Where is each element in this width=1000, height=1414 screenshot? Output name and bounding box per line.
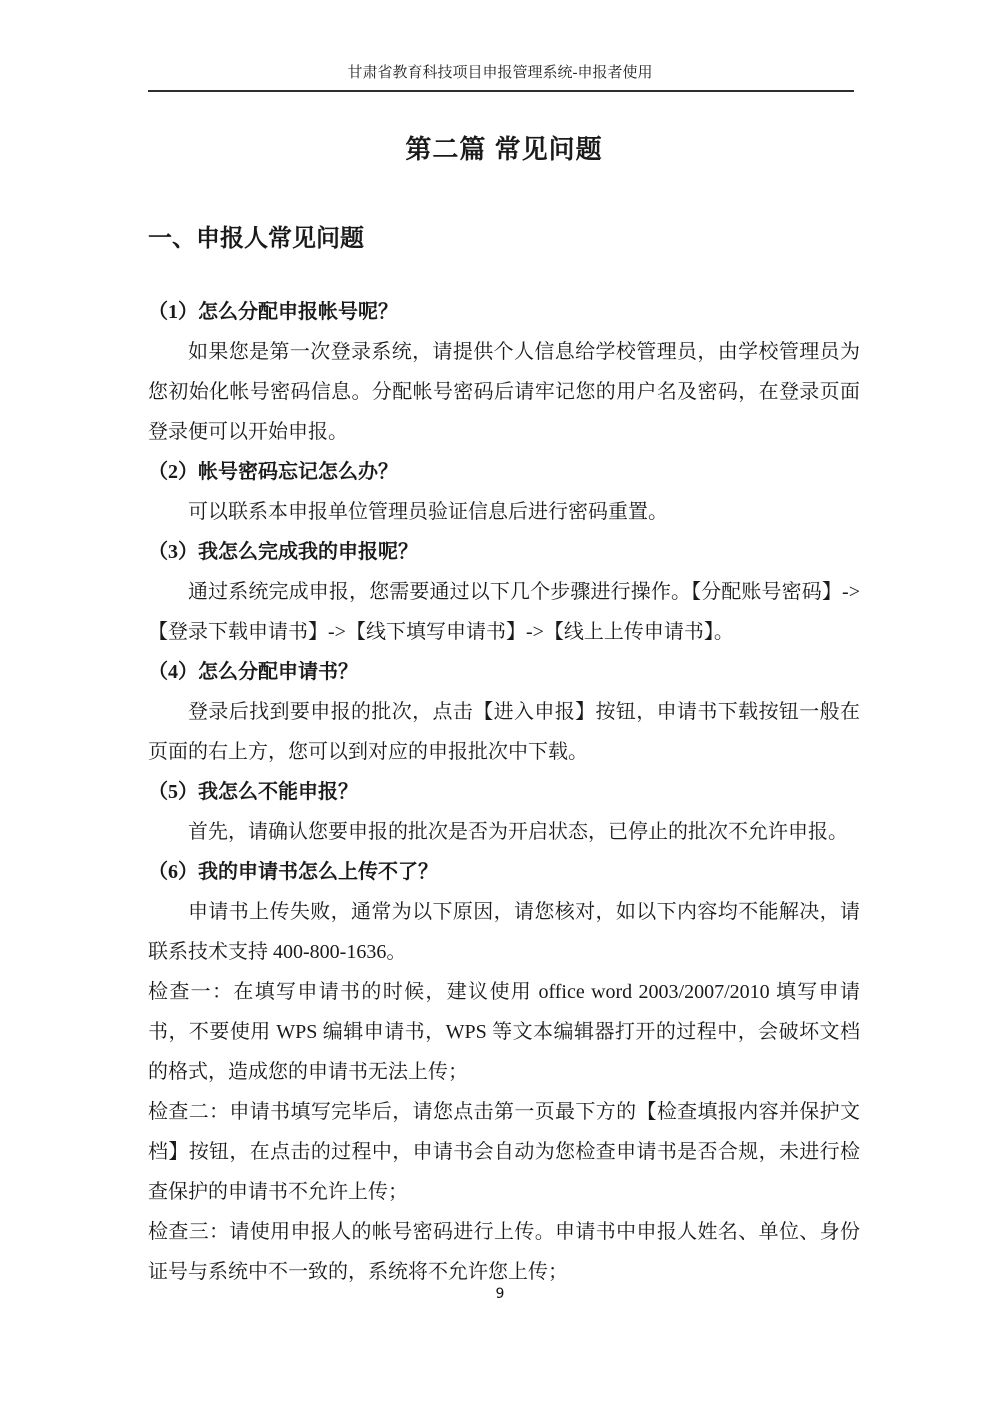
check-item-2: 检查二：申请书填写完毕后，请您点击第一页最下方的【检查填报内容并保护文档】按钮，在点击的过程中，申请书会自动为您检查申请书是否合规，未进行检查保护的申请书不允许上传；: [148, 1101, 860, 1203]
check-item-3: 检查三：请使用申报人的帐号密码进行上传。申请书中申报人姓名、单位、身份证号与系统中不一致的，系统将不允许您上传；: [148, 1221, 860, 1283]
question-3: （3）我怎么完成我的申报呢？: [148, 541, 418, 563]
answer-5: 首先，请确认您要申报的批次是否为开启状态，已停止的批次不允许申报。: [188, 821, 848, 843]
page-footer: [0, 1286, 1000, 1302]
header-rule: [148, 90, 854, 92]
question-4: （4）怎么分配申请书？: [148, 661, 358, 683]
header-title: 甘肃省教育科技项目申报管理系统-申报者使用: [347, 65, 653, 81]
answer-4: 登录后找到要申报的批次，点击【进入申报】按钮，申请书下载按钮一般在页面的右上方，您可以到对应的申报批次中下载。: [148, 701, 860, 763]
section-title: 一、申报人常见问题: [148, 225, 364, 252]
answer-6: 申请书上传失败，通常为以下原因，请您核对，如以下内容均不能解决，请联系技术支持 400-800-1636。: [148, 901, 860, 963]
answer-1: 如果您是第一次登录系统，请提供个人信息给学校管理员，由学校管理员为您初始化帐号密码信息。分配帐号密码后请牢记您的用户名及密码，在登录页面登录便可以开始申报。: [148, 341, 860, 443]
page-title: 第二篇 常见问题: [405, 134, 603, 164]
faq-list: [148, 292, 860, 1292]
answer-3: 通过系统完成申报，您需要通过以下几个步骤进行操作。【分配账号密码】->【登录下载申请书】->【线下填写申请书】->【线上上传申请书】。: [148, 581, 860, 643]
answer-2: 可以联系本申报单位管理员验证信息后进行密码重置。: [188, 501, 668, 523]
question-1: （1）怎么分配申报帐号呢？: [148, 301, 398, 323]
content: [148, 132, 860, 1292]
question-6: （6）我的申请书怎么上传不了？: [148, 861, 438, 883]
question-2: （2）帐号密码忘记怎么办？: [148, 461, 398, 483]
page-number: 9: [495, 1286, 505, 1302]
check-item-1: 检查一：在填写申请书的时候，建议使用 office word 2003/2007/2010 填写申请书，不要使用 WPS 编辑申请书，WPS 等文本编辑器打开的过程中，会破坏文档的格式，造成您的申请书无法上传；: [148, 981, 860, 1083]
question-5: （5）我怎么不能申报？: [148, 781, 358, 803]
page-header: [0, 0, 1000, 92]
